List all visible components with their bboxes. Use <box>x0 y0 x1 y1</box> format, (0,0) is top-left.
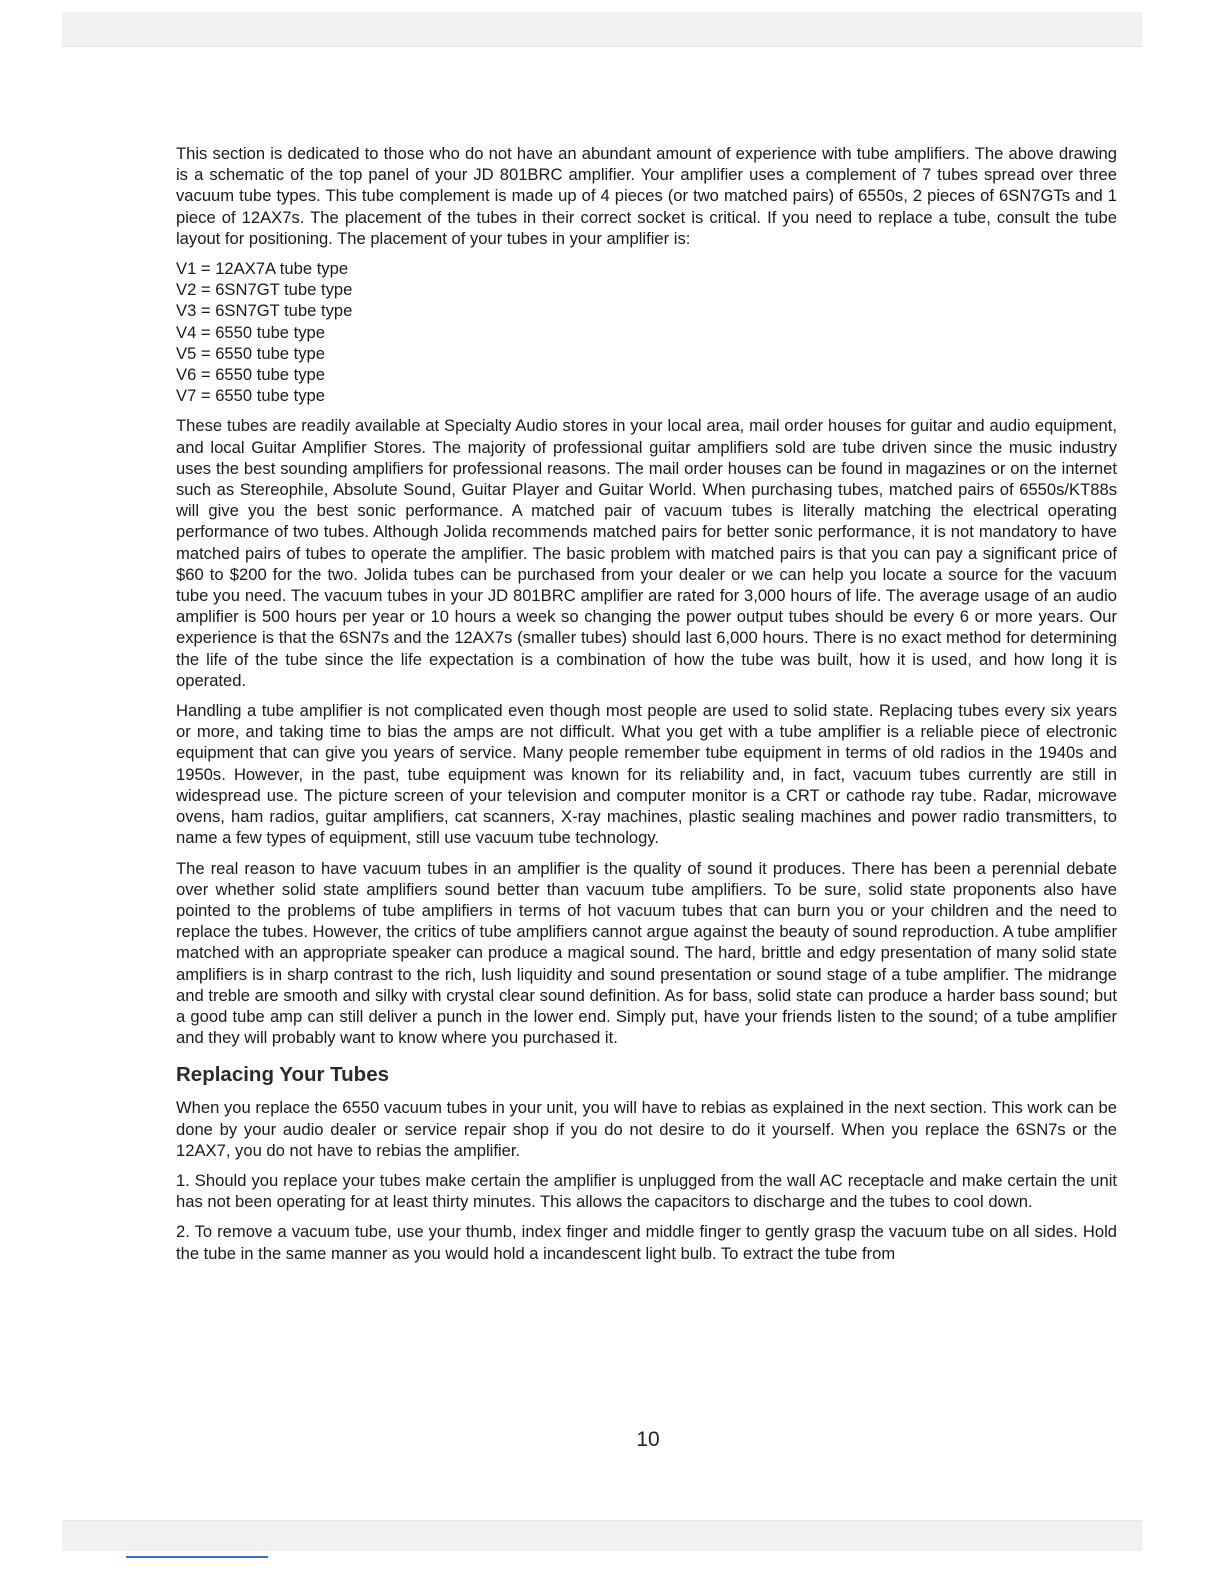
tube-placement-list <box>176 258 1117 406</box>
tube-list-item: V2 = 6SN7GT tube type <box>176 280 353 300</box>
bottom-rule <box>126 1556 268 1558</box>
tube-list-item: V4 = 6550 tube type <box>176 322 326 342</box>
paragraph-replace-intro: When you replace the 6550 vacuum tubes in your unit, you will have to rebias as explained in the next section. This work can be done by your audio dealer or service repair shop if you do not desire to do it yourself. When you replace the 6SN7s or the 12AX7, you do not have to rebias the amplifier. <box>176 1098 1117 1160</box>
tube-list-item: V1 = 12AX7A tube type <box>176 259 349 279</box>
page-number: 10 <box>636 1428 660 1451</box>
paragraph-intro: This section is dedicated to those who do not have an abundant amount of experience with tube amplifiers. The above drawing is a schematic of the top panel of your JD 801BRC amplifier. Your amplifier uses a complement of 7 tubes spread over three vacuum tube types. This tube complement is made up of 4 pieces (or two matched pairs) of 6550s, 2 pieces of 6SN7GTs and 1 piece of 12AX7s. The placement of the tubes in their correct socket is critical. If you need to replace a tube, consult the tube layout for positioning. The placement of your tubes in your amplifier is: <box>176 144 1117 248</box>
tube-list-item: V5 = 6550 tube type <box>176 343 326 363</box>
paragraph-reason: The real reason to have vacuum tubes in an amplifier is the quality of sound it produces. There has been a perennial debate over whether solid state amplifiers sound better than vacuum tube amplifiers. To be sure, solid state proponents also have pointed to the problems of tube amplifiers in terms of hot vacuum tubes that can burn you or your children and the need to replace the tubes. However, the critics of tube amplifiers cannot argue against the beauty of sound reproduction. A tube amplifier matched with an appropriate speaker can produce a magical sound. The hard, brittle and edgy presentation of many solid state amplifiers is in sharp contrast to the rich, lush liquidity and sound presentation or sound stage of a tube amplifier. The midrange and treble are smooth and silky with crystal clear sound definition. As for bass, solid state can produce a harder bass sound; but a good tube amp can still deliver a punch in the lower end. Simply put, have your friends listen to the sound; of a tube amplifier and they will probably want to know where you purchased it. <box>176 858 1117 1048</box>
tube-list-item: V7 = 6550 tube type <box>176 386 326 406</box>
section-heading: Replacing Your Tubes <box>176 1063 390 1087</box>
tube-list-item: V3 = 6SN7GT tube type <box>176 301 353 321</box>
scan-band-top <box>62 12 1142 47</box>
paragraph-handling: Handling a tube amplifier is not complicated even though most people are used to solid state. Replacing tubes every six years or more, and taking time to bias the amps are not difficult. What you get with a tube amplifier is a reliable piece of electronic equipment that can give you years of service. Many people remember tube equipment in terms of old radios in the 1940s and 1950s. However, in the past, tube equipment was known for its reliability and, in fact, vacuum tubes currently are still in widespread use. The picture screen of your television and computer monitor is a CRT or cathode ray tube. Radar, microwave ovens, ham radios, guitar amplifiers, cat scanners, X-ray machines, plastic sealing machines and power radio transmitters, to name a few types of equipment, still use vacuum tube technology. <box>176 701 1117 848</box>
scan-band-bottom <box>62 1520 1142 1551</box>
paragraph-step-1: 1. Should you replace your tubes make certain the amplifier is unplugged from the wall AC receptacle and make certain the unit has not been operating for at least thirty minutes. This allows the capacitors to discharge and the tubes to cool down. <box>176 1170 1117 1212</box>
paragraph-step-2: 2. To remove a vacuum tube, use your thumb, index finger and middle finger to gently grasp the vacuum tube on all sides. Hold the tube in the same manner as you would hold a incandescent light bulb. To extract the tube from <box>176 1222 1117 1263</box>
paragraph-availability: These tubes are readily available at Specialty Audio stores in your local area, mail order houses for guitar and audio equipment, and local Guitar Amplifier Stores. The majority of professional guitar amplifiers sold are tube driven since the music industry uses the best sounding amplifiers for professional reasons. The mail order houses can be found in magazines or on the internet such as Stereophile, Absolute Sound, Guitar Player and Guitar World. When purchasing tubes, matched pairs of 6550s/KT88s will give you the best sonic performance. A matched pair of vacuum tubes is literally matching the electrical operating performance of two tubes. Although Jolida recommends matched pairs for better sonic performance, it is not mandatory to have matched pairs of tubes to operate the amplifier. The basic problem with matched pairs is that you can pay a significant price of $60 to $200 for the two. Jolida tubes can be purchased from your dealer or we can help you locate a source for the vacuum tube you need. The vacuum tubes in your JD 801BRC amplifier are rated for 3,000 hours of life. The average usage of an audio amplifier is 500 hours per year or 10 hours a week so changing the power output tubes should be every 6 or more years. Our experience is that the 6SN7s and the 12AX7s (smaller tubes) should last 6,000 hours. There is no exact method for determining the life of the tube since the life expectation is a combination of how the tube was built, how it is used, and how long it is operated. <box>176 416 1117 690</box>
page-content <box>176 143 1117 1273</box>
tube-list-item: V6 = 6550 tube type <box>176 365 326 385</box>
